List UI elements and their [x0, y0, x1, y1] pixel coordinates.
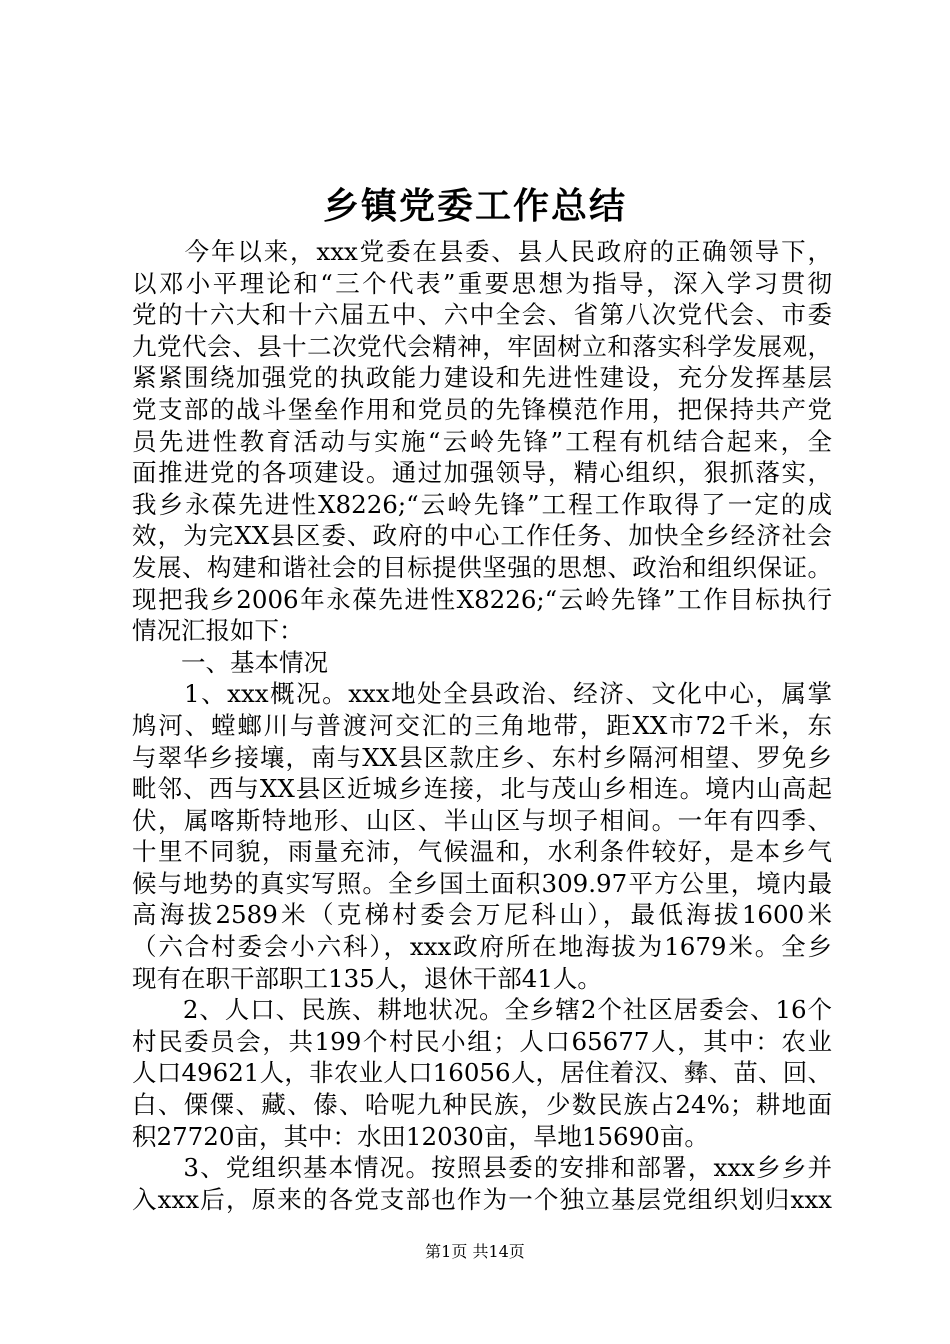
body-line: 积27720亩，其中：水田12030亩，旱地15690亩。	[132, 1121, 709, 1151]
body-line: 鸠河、螳螂川与普渡河交汇的三角地带，距XX市72千米，东	[132, 710, 832, 740]
body-line: 情况汇报如下：	[132, 616, 304, 646]
body-line: 3、党组织基本情况。按照县委的安排和部署，xxx乡乡并	[132, 1153, 832, 1183]
body-line: 白、傈僳、藏、傣、哈呢九种民族，少数民族占24%；耕地面	[132, 1090, 832, 1120]
body-line: 以邓小平理论和“三个代表”重要思想为指导，深入学习贯彻	[132, 268, 832, 298]
body-line: 高海拔2589米（克梯村委会万尼科山），最低海拔1600米	[132, 900, 832, 930]
body-line: 现有在职干部职工135人，退休干部41人。	[132, 963, 602, 993]
body-line: 九党代会、县十二次党代会精神，牢固树立和落实科学发展观，	[132, 331, 832, 361]
body-line: 村民委员会，共199个村民小组；人口65677人，其中：农业	[132, 1026, 832, 1056]
document-title: 乡镇党委工作总结	[322, 185, 627, 227]
body-line: 十里不同貌，雨量充沛，气候温和，水利条件较好，是本乡气	[132, 837, 832, 867]
body-line: 面推进党的各项建设。通过加强领导，精心组织，狠抓落实，	[132, 458, 832, 488]
body-line: 人口49621人，非农业人口16056人，居住着汉、彝、苗、回、	[132, 1058, 832, 1088]
body-line: 毗邻、西与XX县区近城乡连接，北与茂山乡相连。境内山高起	[132, 774, 832, 804]
body-line: 员先进性教育活动与实施“云岭先锋”工程有机结合起来，全	[132, 426, 832, 456]
body-line: （六合村委会小六科），xxx政府所在地海拔为1679米。全乡	[132, 932, 832, 962]
body-line: 效，为完XX县区委、政府的中心工作任务、加快全乡经济社会	[132, 521, 832, 551]
body-line: 1、xxx概况。xxx地处全县政治、经济、文化中心，属掌	[132, 679, 832, 709]
body-line: 现把我乡2006年永葆先进性X8226;“云岭先锋”工作目标执行	[132, 584, 832, 614]
body-line: 伏，属喀斯特地形、山区、半山区与坝子相间。一年有四季、	[132, 805, 832, 835]
page-footer: 第1页 共14页	[425, 1242, 525, 1261]
body-line: 党支部的战斗堡垒作用和党员的先锋模范作用，把保持共产党	[132, 394, 832, 424]
body-line: 党的十六大和十六届五中、六中全会、省第八次党代会、市委	[132, 300, 832, 330]
body-line: 与翠华乡接壤，南与XX县区款庄乡、东村乡隔河相望、罗免乡	[132, 742, 832, 772]
body-line: 发展、构建和谐社会的目标提供坚强的思想、政治和组织保证。	[132, 552, 832, 582]
body-line: 入xxx后，原来的各党支部也作为一个独立基层党组织划归xxx	[132, 1184, 832, 1214]
document-body	[132, 236, 832, 1215]
section-heading: 一、基本情况	[132, 647, 328, 677]
body-line: 候与地势的真实写照。全乡国土面积309.97平方公里，境内最	[132, 868, 832, 898]
body-line: 我乡永葆先进性X8226;“云岭先锋”工程工作取得了一定的成	[132, 489, 832, 519]
body-line: 紧紧围绕加强党的执政能力建设和先进性建设，充分发挥基层	[132, 363, 832, 393]
body-line: 2、人口、民族、耕地状况。全乡辖2个社区居委会、16个	[132, 995, 832, 1025]
body-line: 今年以来，xxx党委在县委、县人民政府的正确领导下，	[132, 237, 832, 266]
